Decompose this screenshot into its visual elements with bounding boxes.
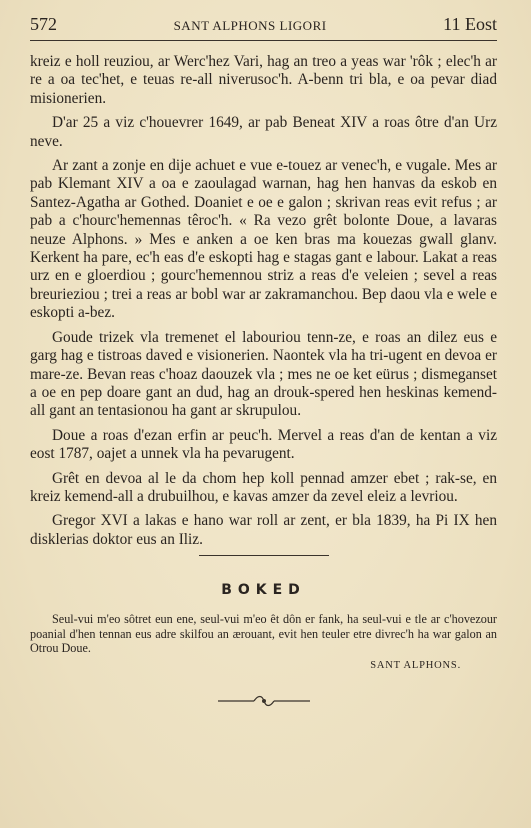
page-header — [30, 14, 497, 41]
paragraph: kreiz e holl reuziou, ar Werc'hez Vari, hag an treo a yeas war 'rôk ; elec'h ar re a oa tec'het, e teuas re-all niverusoc'h. A-benn tri bla, e oa pevar diad misionerien. — [30, 53, 497, 107]
body-text — [30, 53, 497, 549]
paragraph: Goude trizek vla tremenet el labouriou tenn-ze, e roas an dilez eus e garg hag e tistroas daved e visionerien. Naontek vla ha tri-ugent en devoa er mare-ze. Bevan reas c'hoaz daouzek vla ; mes ne oe ket eürus ; dismeganset a oe en pep doare gant an dud, hag an drouk-spered hen heskinas kemend-all gant an tentasionou ha gant ar skrupulou. — [30, 328, 497, 420]
page-number: 572 — [30, 14, 57, 34]
paragraph: Ar zant a zonje en dije achuet e vue e-touez ar venec'h, e vugale. Mes ar pab Klemant XIV a oa e zaoulagad warnan, hag hen hanvas da eskob en Santez-Agatha ar Gothed. Doaniet e oe e galon ; skrivan reas evit refus ; ar pab a c'hourc'hemennas têroc'h. « Ra vezo grêt bolonte Doue, a lavaras neuze Alphons. » Mes e anken a oe ken bras ma kouezas gwall glanv. Kerkent ha pare, ec'h eas d'e eskopti hag e stagas gant e labour. Lakat a reas urz en e gloerdiou ; gourc'hemennou striz a reas d'e veleien ; sevel a reas breurieziou ; trei a reas ar bobl war ar zakramanchou. Bep daou vla e wele e eskopti a-bez. — [30, 157, 497, 322]
paragraph: Doue a roas d'ezan erfin ar peuc'h. Mervel a reas d'an de kentan a viz eost 1787, oajet a unnek vla ha pevarugent. — [30, 426, 497, 463]
section-divider — [199, 555, 329, 556]
ornament-icon — [216, 693, 312, 709]
paragraph: D'ar 25 a viz c'houevrer 1649, ar pab Beneat XIV a roas ôtre d'an Urz neve. — [30, 114, 497, 150]
paragraph: Grêt en devoa al le da chom hep koll pennad amzer ebet ; rak-se, en kreiz kemend-all a drubuilhou, e kavas amzer da zevel eleiz a levriou. — [30, 469, 497, 505]
section-title: BOKED — [221, 582, 306, 599]
signature: SANT ALPHONS. — [370, 659, 461, 671]
running-title: SANT ALPHONS LIGORI — [173, 18, 327, 33]
prayer-text: Seul-vui m'eo sôtret eun ene, seul-vui m'eo êt dôn er fank, ha seul-vui e tle ar c'hovezour poanial d'hen tennan eus adre skilfou an ærouant, evit hen teuler etre divrec'h ha war galon an Otrou Doue. — [30, 612, 497, 656]
running-date: 11 Eost — [443, 14, 497, 34]
paragraph: Gregor XVI a lakas e hano war roll ar zent, er bla 1839, ha Pi IX hen disklerias doktor eus an Iliz. — [30, 512, 497, 548]
